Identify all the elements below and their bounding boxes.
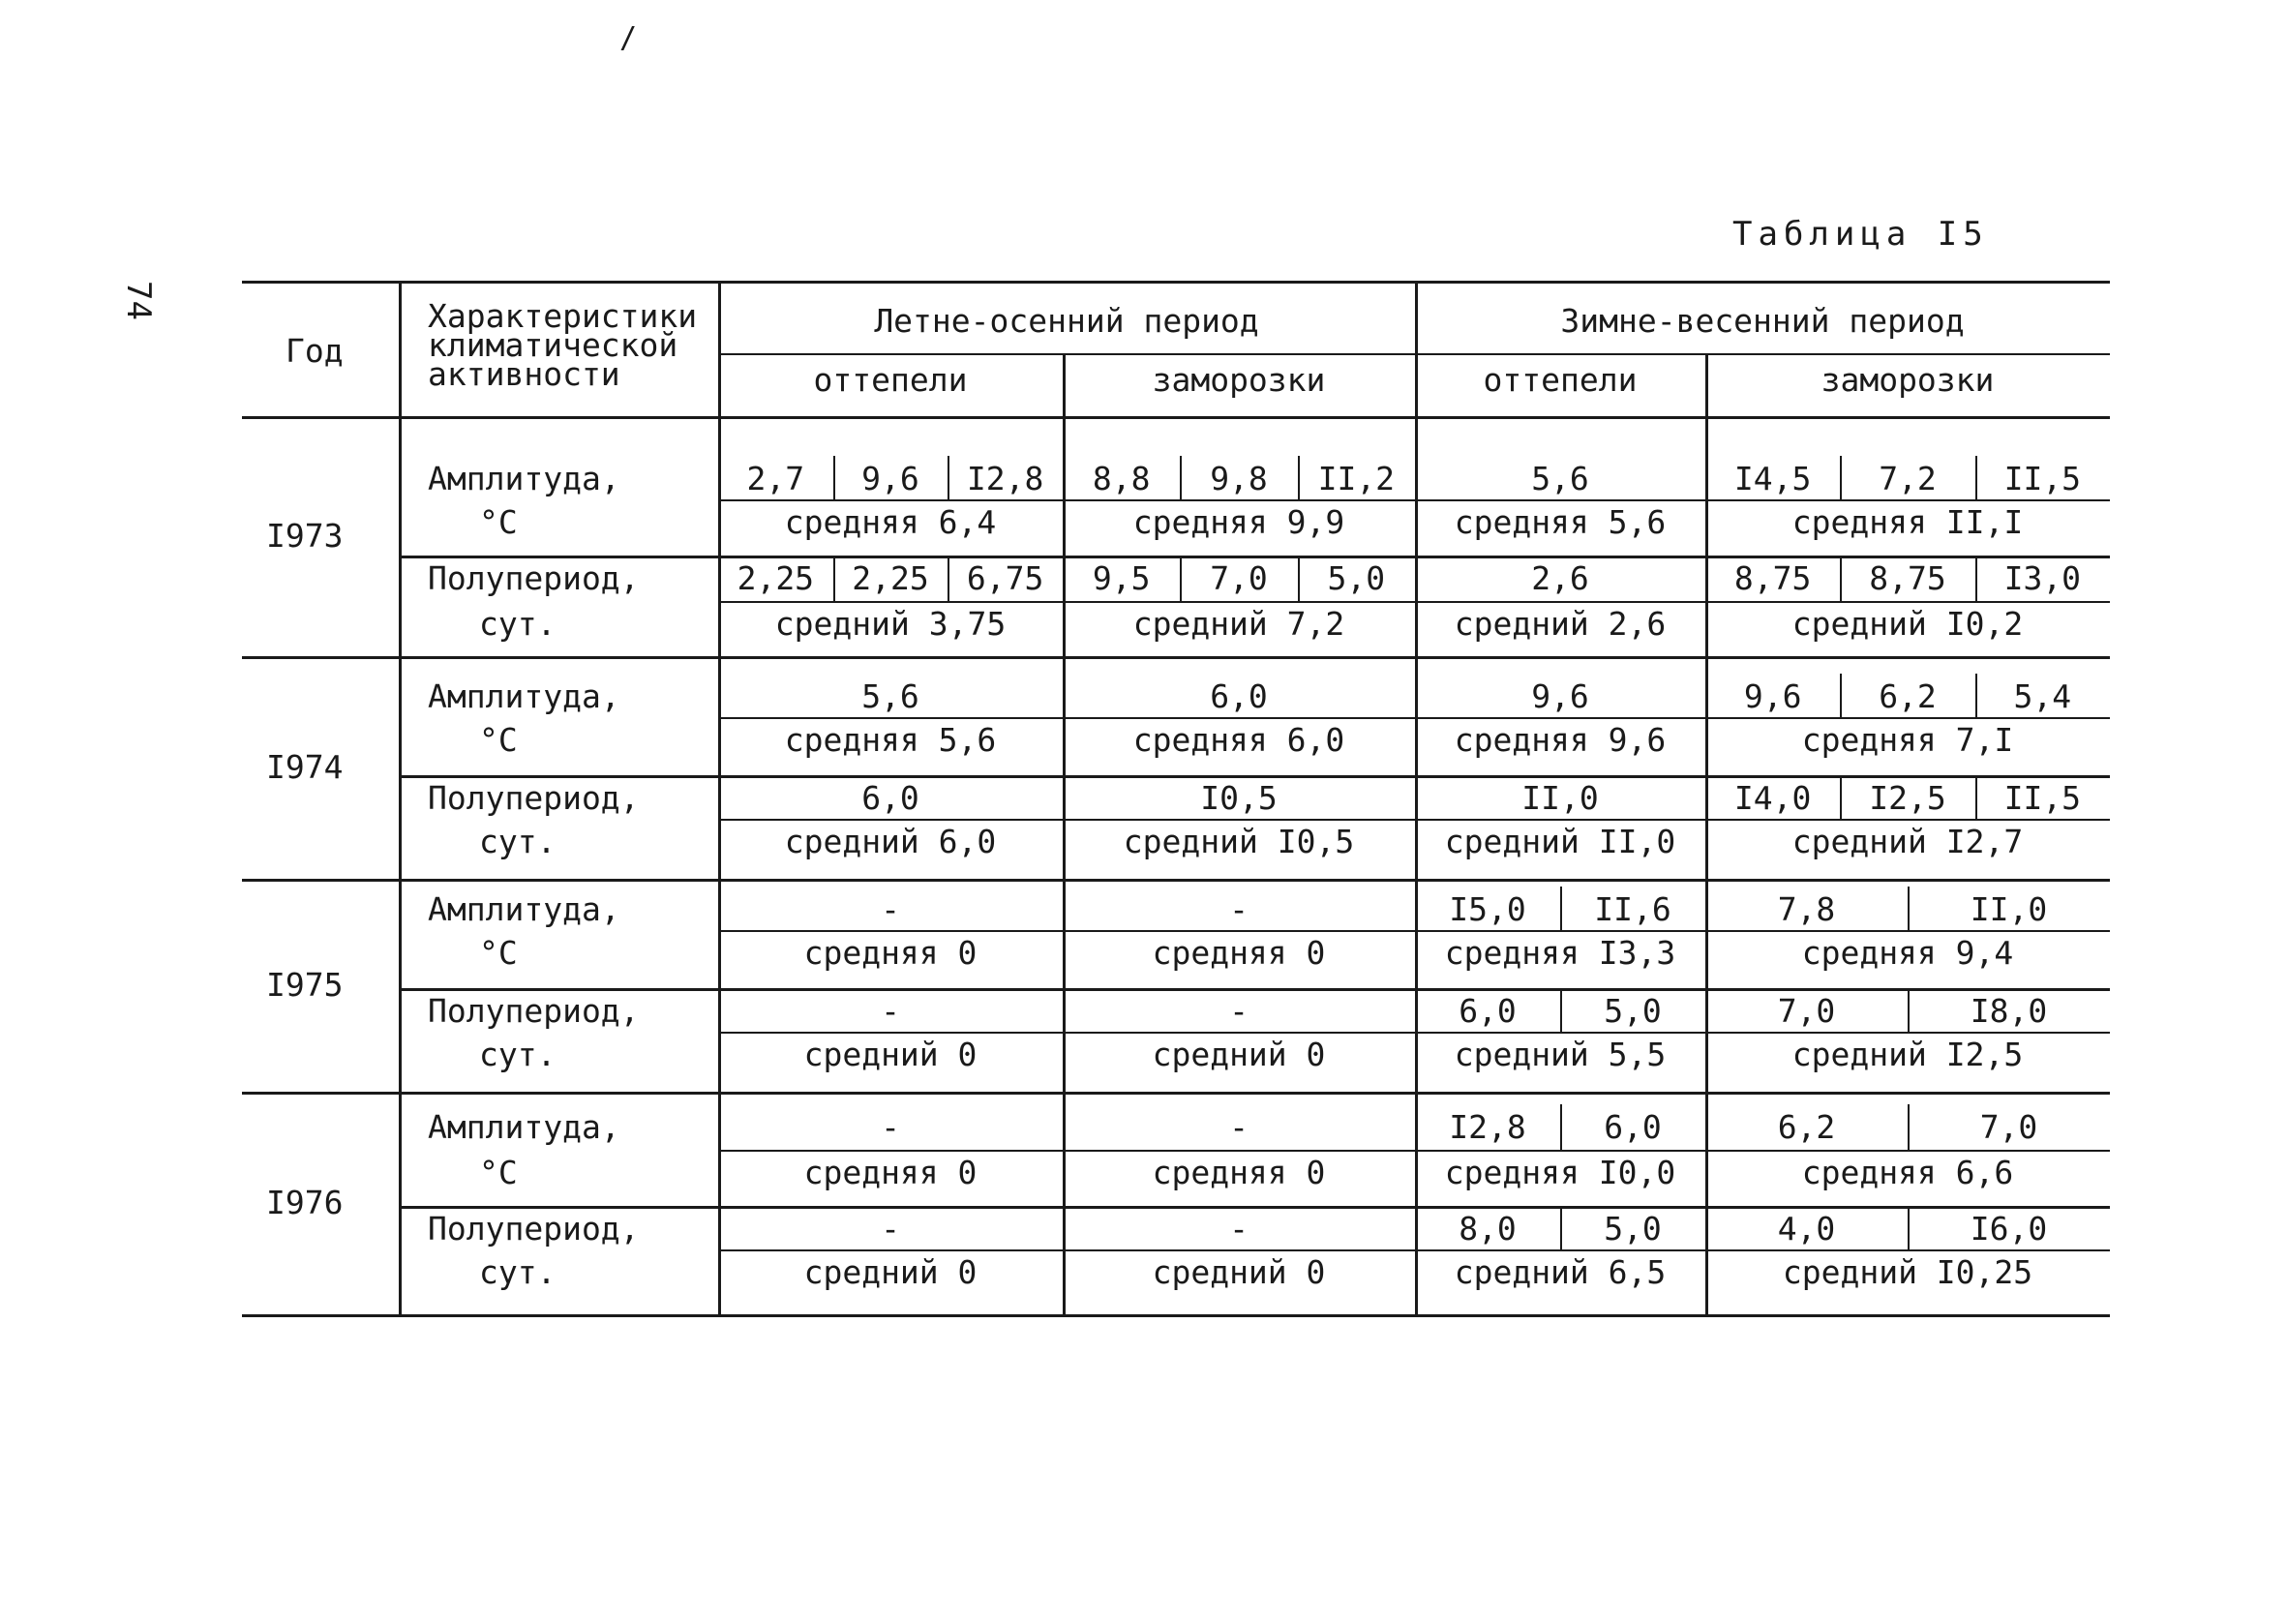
amplitude-unit: °C	[479, 1154, 518, 1191]
halfperiod-average: средний 7,2	[1132, 605, 1345, 643]
amplitude-value: 5,4	[2013, 677, 2072, 715]
halfperiod-unit: сут.	[479, 605, 557, 643]
header-so-thaw: оттепели	[813, 361, 968, 399]
amplitude-value: -	[1229, 1108, 1249, 1146]
header-characteristics-2: климатической	[428, 326, 678, 364]
header-winter-spring: Зимне-весенний период	[1560, 302, 1965, 340]
amplitude-value: 9,6	[861, 460, 919, 497]
amplitude-average: средняя 0	[803, 934, 978, 972]
halfperiod-value: -	[1229, 992, 1249, 1030]
halfperiod-value: 9,5	[1092, 559, 1151, 597]
cell-divider	[1840, 775, 1842, 819]
amplitude-unit: °C	[479, 503, 518, 541]
amplitude-value: 6,0	[1604, 1108, 1662, 1146]
amplitude-label: Амплитуда,	[428, 890, 620, 928]
row-rule	[718, 1032, 2110, 1034]
halfperiod-average: средний I0,2	[1791, 605, 2024, 643]
amplitude-unit: °C	[479, 721, 518, 759]
cell-divider	[1298, 456, 1300, 499]
amplitude-average: средняя 5,6	[1454, 503, 1667, 541]
amplitude-average: средняя 7,I	[1801, 721, 2014, 759]
cell-divider	[1840, 674, 1842, 717]
column-rule	[718, 281, 721, 1317]
amplitude-value: 8,8	[1092, 460, 1151, 497]
halfperiod-value: I6,0	[1970, 1210, 2048, 1248]
halfperiod-value: 2,25	[852, 559, 929, 597]
cell-divider	[948, 456, 949, 499]
amplitude-label: Амплитуда,	[428, 1108, 620, 1146]
halfperiod-average: средний I0,5	[1123, 823, 1355, 860]
amplitude-value: 5,6	[1531, 460, 1589, 497]
amplitude-value: 6,0	[1210, 677, 1268, 715]
cell-divider	[1840, 556, 1842, 601]
amplitude-value: II,2	[1317, 460, 1396, 497]
table-caption: Таблица I5	[1732, 215, 1989, 254]
halfperiod-value: 4,0	[1777, 1210, 1836, 1248]
halfperiod-unit: сут.	[479, 823, 557, 860]
halfperiod-average: средний 5,5	[1454, 1036, 1667, 1073]
halfperiod-average: средний I2,5	[1791, 1036, 2024, 1073]
halfperiod-value: I2,5	[1869, 779, 1946, 817]
row-rule	[718, 601, 2110, 603]
amplitude-value: 7,8	[1777, 890, 1836, 928]
halfperiod-average: средний 6,5	[1454, 1253, 1667, 1291]
header-characteristics-3: активности	[428, 355, 620, 393]
year-separator-rule	[242, 1092, 2110, 1095]
header-ws-frost: заморозки	[1821, 361, 1995, 399]
halfperiod-value: I4,0	[1733, 779, 1812, 817]
cell-divider	[1180, 556, 1182, 601]
amplitude-value: -	[881, 890, 900, 928]
cell-divider	[1560, 1206, 1562, 1249]
year-separator-rule	[242, 879, 2110, 882]
amplitude-value: 9,6	[1743, 677, 1802, 715]
cell-divider	[1840, 456, 1842, 499]
year-label: I974	[266, 748, 344, 786]
amplitude-value: 6,2	[1777, 1108, 1836, 1146]
amplitude-value: I4,5	[1733, 460, 1812, 497]
halfperiod-value: 6,0	[861, 779, 919, 817]
halfperiod-value: 8,75	[1869, 559, 1946, 597]
header-summer-autumn: Летне-осенний период	[874, 302, 1259, 340]
row-rule	[718, 819, 2110, 821]
header-characteristics-1: Характеристики	[428, 297, 698, 335]
row-rule	[399, 988, 2110, 991]
halfperiod-value: 5,0	[1327, 559, 1386, 597]
cell-divider	[1560, 988, 1562, 1032]
cell-divider	[1908, 887, 1910, 930]
amplitude-value: I2,8	[1449, 1108, 1526, 1146]
column-rule	[1063, 353, 1066, 1317]
header-mid-rule	[718, 353, 2110, 355]
cell-divider	[1908, 988, 1910, 1032]
halfperiod-value: II,5	[2003, 779, 2082, 817]
halfperiod-average: средний 2,6	[1454, 605, 1667, 643]
row-rule	[718, 499, 2110, 501]
amplitude-unit: °C	[479, 934, 518, 972]
header-so-frost: заморозки	[1152, 361, 1326, 399]
table-bottom-rule	[242, 1314, 2110, 1317]
halfperiod-value: 5,0	[1604, 992, 1662, 1030]
row-rule	[399, 556, 2110, 558]
amplitude-average: средняя 5,6	[784, 721, 997, 759]
table-top-rule	[242, 281, 2110, 284]
cell-divider	[1908, 1206, 1910, 1249]
page-number: 74	[119, 281, 158, 320]
row-rule	[399, 1206, 2110, 1209]
row-rule	[399, 775, 2110, 778]
amplitude-value: 5,6	[861, 677, 919, 715]
halfperiod-label: Полупериод,	[428, 992, 640, 1030]
cell-divider	[1975, 674, 1977, 717]
halfperiod-average: средний 0	[803, 1036, 978, 1073]
halfperiod-average: средний 0	[1152, 1253, 1326, 1291]
halfperiod-label: Полупериод,	[428, 559, 640, 597]
cell-divider	[948, 556, 949, 601]
row-rule	[718, 717, 2110, 719]
amplitude-value: 6,2	[1879, 677, 1937, 715]
amplitude-value: 9,6	[1531, 677, 1589, 715]
amplitude-average: средняя 0	[1152, 1154, 1326, 1191]
row-rule	[718, 1249, 2110, 1251]
amplitude-value: II,5	[2003, 460, 2082, 497]
halfperiod-value: I0,5	[1200, 779, 1278, 817]
amplitude-value: I5,0	[1449, 890, 1526, 928]
halfperiod-average: средний 0	[1152, 1036, 1326, 1073]
year-label: I975	[266, 966, 344, 1004]
halfperiod-average: средний 0	[803, 1253, 978, 1291]
halfperiod-value: -	[1229, 1210, 1249, 1248]
cell-divider	[1975, 456, 1977, 499]
amplitude-average: средняя 0	[803, 1154, 978, 1191]
stray-mark: /	[619, 21, 638, 55]
halfperiod-unit: сут.	[479, 1036, 557, 1073]
halfperiod-average: средний I2,7	[1791, 823, 2024, 860]
halfperiod-value: 7,0	[1210, 559, 1268, 597]
cell-divider	[1560, 1104, 1562, 1150]
halfperiod-value: 7,0	[1777, 992, 1836, 1030]
cell-divider	[1180, 456, 1182, 499]
cell-divider	[1908, 1104, 1910, 1150]
halfperiod-value: 8,0	[1459, 1210, 1517, 1248]
amplitude-average: средняя 9,4	[1801, 934, 2014, 972]
halfperiod-value: 6,75	[966, 559, 1044, 597]
halfperiod-value: 2,25	[737, 559, 815, 597]
amplitude-label: Амплитуда,	[428, 460, 620, 497]
amplitude-value: 7,0	[1979, 1108, 2038, 1146]
amplitude-value: II,6	[1594, 890, 1671, 928]
amplitude-value: 2,7	[746, 460, 805, 497]
year-label: I973	[266, 517, 344, 555]
amplitude-value: 7,2	[1879, 460, 1937, 497]
halfperiod-average: средний 6,0	[784, 823, 997, 860]
halfperiod-value: 2,6	[1531, 559, 1589, 597]
halfperiod-average: средний I0,25	[1782, 1253, 2033, 1291]
amplitude-average: средняя II,I	[1791, 503, 2024, 541]
amplitude-average: средняя I0,0	[1444, 1154, 1676, 1191]
halfperiod-value: I3,0	[2003, 559, 2082, 597]
amplitude-average: средняя 0	[1152, 934, 1326, 972]
header-bottom-rule	[242, 416, 2110, 419]
amplitude-value: 9,8	[1210, 460, 1268, 497]
cell-divider	[1975, 775, 1977, 819]
halfperiod-label: Полупериод,	[428, 1210, 640, 1248]
cell-divider	[1298, 556, 1300, 601]
amplitude-average: средняя 9,9	[1132, 503, 1345, 541]
year-separator-rule	[242, 656, 2110, 659]
amplitude-average: средняя I3,3	[1444, 934, 1676, 972]
halfperiod-value: II,0	[1521, 779, 1599, 817]
amplitude-value: II,0	[1970, 890, 2048, 928]
halfperiod-average: средний II,0	[1444, 823, 1676, 860]
amplitude-average: средняя 6,6	[1801, 1154, 2014, 1191]
halfperiod-label: Полупериод,	[428, 779, 640, 817]
header-ws-thaw: оттепели	[1483, 361, 1638, 399]
column-rule	[1415, 281, 1418, 1317]
amplitude-average: средняя 6,0	[1132, 721, 1345, 759]
amplitude-value: I2,8	[966, 460, 1044, 497]
halfperiod-unit: сут.	[479, 1253, 557, 1291]
row-rule	[718, 1150, 2110, 1152]
column-rule	[399, 281, 402, 1317]
year-label: I976	[266, 1184, 344, 1221]
amplitude-label: Амплитуда,	[428, 677, 620, 715]
halfperiod-value: 6,0	[1459, 992, 1517, 1030]
halfperiod-average: средний 3,75	[774, 605, 1007, 643]
cell-divider	[833, 556, 835, 601]
cell-divider	[1975, 556, 1977, 601]
halfperiod-value: I8,0	[1970, 992, 2048, 1030]
halfperiod-value: 8,75	[1733, 559, 1812, 597]
column-rule	[1705, 353, 1708, 1317]
amplitude-average: средняя 6,4	[784, 503, 997, 541]
halfperiod-value: -	[881, 992, 900, 1030]
row-rule	[718, 930, 2110, 932]
halfperiod-value: 5,0	[1604, 1210, 1662, 1248]
cell-divider	[1560, 887, 1562, 930]
cell-divider	[833, 456, 835, 499]
amplitude-value: -	[881, 1108, 900, 1146]
amplitude-average: средняя 9,6	[1454, 721, 1667, 759]
halfperiod-value: -	[881, 1210, 900, 1248]
amplitude-value: -	[1229, 890, 1249, 928]
header-year: Год	[286, 332, 344, 370]
